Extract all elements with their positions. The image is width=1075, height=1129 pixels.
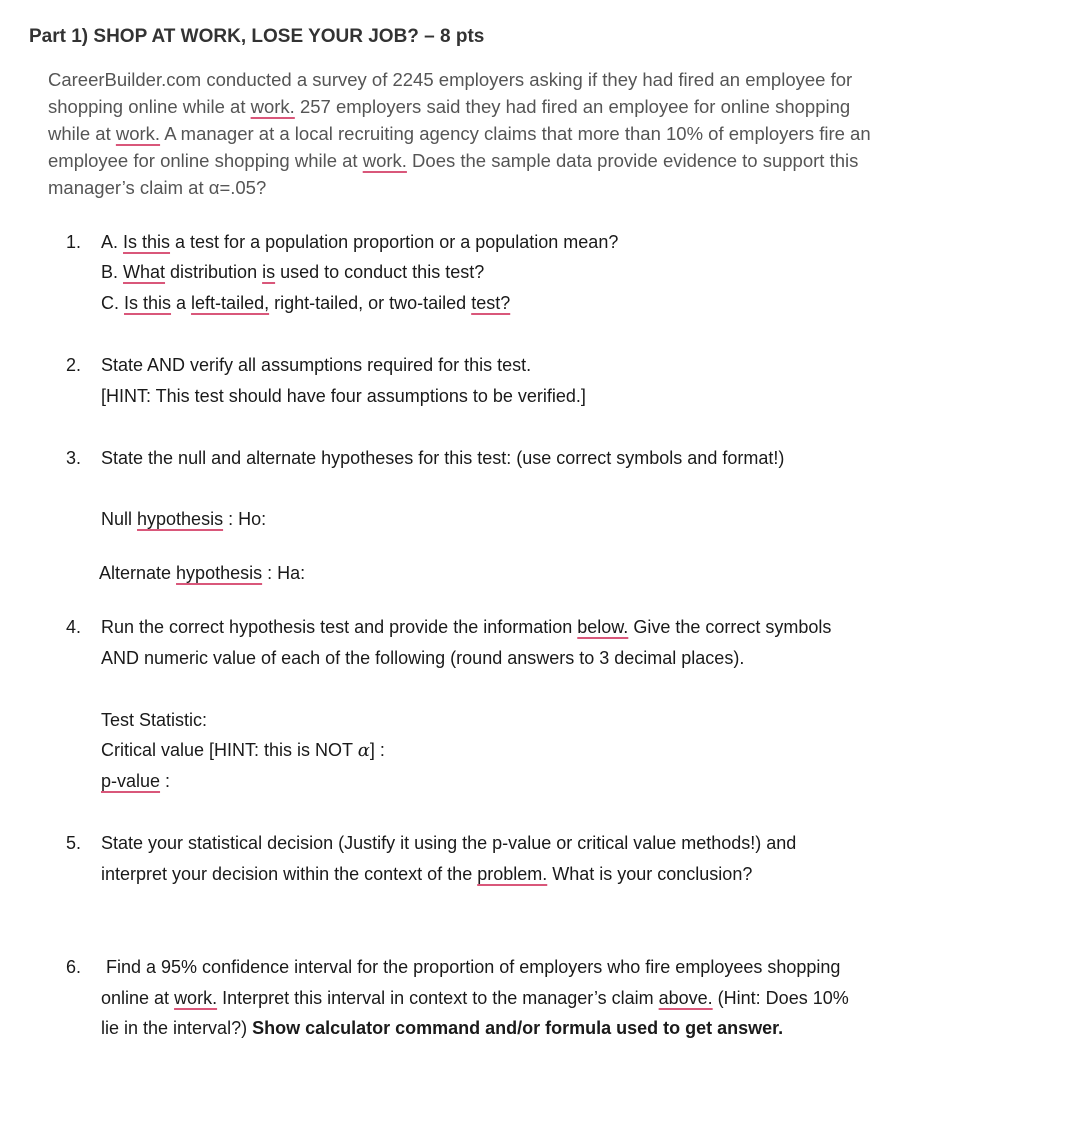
question-2-line: State AND verify all assumptions required for this test. [101,355,532,375]
question-5-number: 5. [66,833,82,853]
problem-intro [48,66,968,201]
question-6-number: 6. [66,957,82,977]
intro-line: manager’s claim at α=.05? [48,177,267,198]
question-4-line: AND numeric value of each of the following (round answers to 3 decimal places). [101,648,745,668]
critical-value-label: Critical value [HINT: this is NOT α] : [101,740,385,761]
question-2-hint: [HINT: This test should have four assumptions to be verified.] [101,386,586,406]
test-statistic-label: Test Statistic: [101,710,208,730]
question-1a: A. Is this a test for a population proportion or a population mean? [101,232,619,252]
question-5-line: interpret your decision within the context of the problem. What is your conclusion? [101,864,753,884]
null-hypothesis-label: Null hypothesis : Ho: [101,509,267,529]
question-1c: C. Is this a left-tailed, right-tailed, or two-tailed test? [101,293,511,313]
intro-line: shopping online while at work. 257 employers said they had fired an employee for online shopping [48,96,851,117]
section-title: Part 1) SHOP AT WORK, LOSE YOUR JOB? – 8 pts [29,26,485,47]
question-3-line: State the null and alternate hypotheses for this test: (use correct symbols and format!) [101,448,785,468]
question-4-number: 4. [66,617,82,637]
question-6-line: online at work. Interpret this interval in context to the manager’s claim above. (Hint: Does 10% [101,988,849,1008]
question-5-line: State your statistical decision (Justify it using the p-value or critical value methods!) and [101,833,797,853]
question-4-line: Run the correct hypothesis test and provide the information below. Give the correct symbols [101,617,832,637]
p-value-label: p-value : [101,771,171,791]
intro-line: employee for online shopping while at work. Does the sample data provide evidence to support this [48,150,859,171]
alternate-hypothesis-label: Alternate hypothesis : Ha: [99,563,306,583]
question-2-number: 2. [66,355,82,375]
question-3-number: 3. [66,448,82,468]
question-1b: B. What distribution is used to conduct this test? [101,262,485,282]
question-6-line: Find a 95% confidence interval for the proportion of employers who fire employees shopping [106,957,841,977]
intro-line: while at work. A manager at a local recruiting agency claims that more than 10% of employers fire an [48,123,871,144]
question-6-line: lie in the interval?) Show calculator command and/or formula used to get answer. [101,1018,784,1038]
question-1-number: 1. [66,232,82,252]
intro-line: CareerBuilder.com conducted a survey of 2245 employers asking if they had fired an employee for [48,69,853,90]
